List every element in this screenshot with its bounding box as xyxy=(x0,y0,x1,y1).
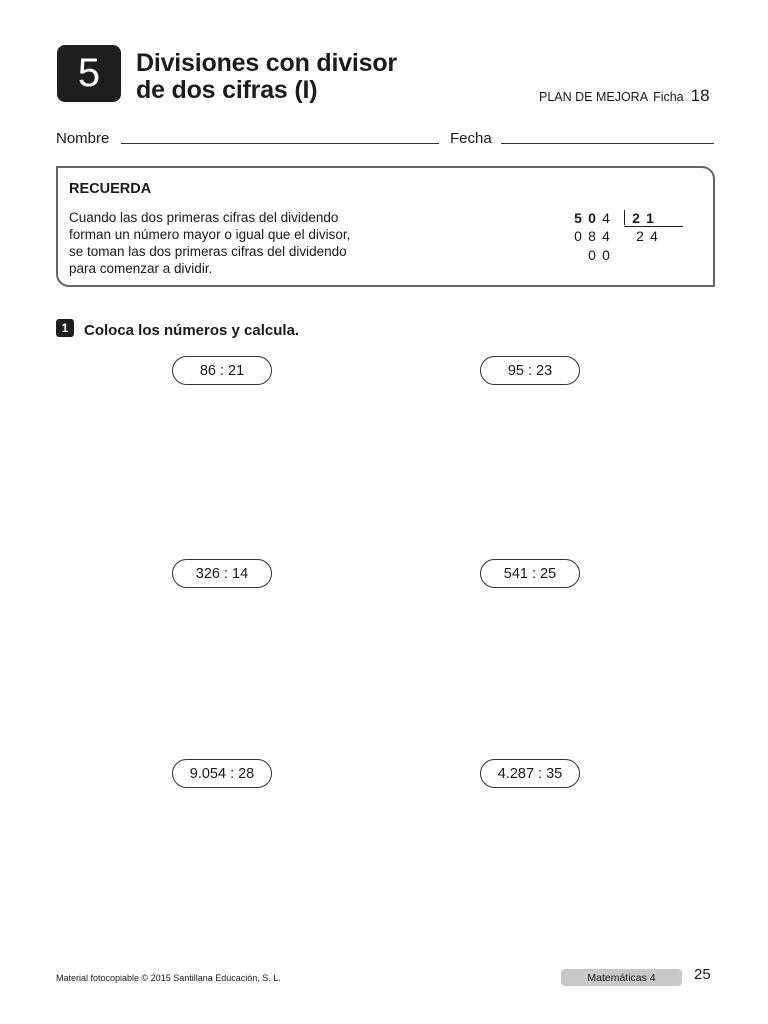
divisor-digit: 1 xyxy=(646,210,654,226)
division-problem: 4.287 : 35 xyxy=(480,759,580,788)
plan-de-mejora xyxy=(539,86,710,106)
recuerda-line: se toman las dos primeras cifras del dividendo xyxy=(69,244,347,259)
unit-number-badge: 5 xyxy=(57,45,121,102)
exercise-instruction: Coloca los números y calcula. xyxy=(84,322,300,339)
recuerda-line: Cuando las dos primeras cifras del dividendo xyxy=(69,210,339,225)
quotient-digit: 2 xyxy=(636,228,644,244)
division-bracket-vertical xyxy=(624,210,625,225)
division-problem: 86 : 21 xyxy=(172,356,272,385)
recuerda-title: RECUERDA xyxy=(69,181,152,197)
exercise-number-badge: 1 xyxy=(56,319,74,337)
fecha-label: Fecha xyxy=(450,130,492,147)
division-example xyxy=(564,208,694,268)
remainder-digit: 0 xyxy=(588,247,596,263)
nombre-field[interactable] xyxy=(121,143,439,144)
ficha-label: Ficha xyxy=(653,90,684,104)
footer-copyright: Material fotocopiable © 2015 Santillana Educación, S. L. xyxy=(56,973,281,983)
divisor-digit: 2 xyxy=(632,210,640,226)
division-problem: 9.054 : 28 xyxy=(172,759,272,788)
partial-digit: 8 xyxy=(588,228,596,244)
remainder-digit: 0 xyxy=(602,247,610,263)
division-problem: 326 : 14 xyxy=(172,559,272,588)
dividend-digit: 4 xyxy=(602,210,610,226)
division-problem: 541 : 25 xyxy=(480,559,580,588)
plan-label: PLAN DE MEJORA xyxy=(539,90,649,104)
dividend-digit: 5 xyxy=(574,210,582,226)
title-line-1: Divisiones con divisor xyxy=(136,49,397,77)
dividend-digit: 0 xyxy=(588,210,596,226)
page-title xyxy=(136,50,397,104)
ficha-number: 18 xyxy=(690,86,710,105)
recuerda-line: forman un número mayor o igual que el divisor, xyxy=(69,227,351,242)
recuerda-line: para comenzar a dividir. xyxy=(69,261,213,276)
quotient-digit: 4 xyxy=(650,228,658,244)
fecha-field[interactable] xyxy=(501,143,714,144)
division-problem: 95 : 23 xyxy=(480,356,580,385)
footer-subject: Matemáticas 4 xyxy=(561,969,682,986)
partial-digit: 0 xyxy=(574,228,582,244)
title-line-2: de dos cifras (I) xyxy=(136,76,318,104)
division-bracket-horizontal xyxy=(624,226,683,227)
nombre-label: Nombre xyxy=(56,130,110,147)
partial-digit: 4 xyxy=(602,228,610,244)
recuerda-text xyxy=(69,209,350,277)
page-number: 25 xyxy=(694,966,711,983)
recuerda-box xyxy=(56,166,715,287)
